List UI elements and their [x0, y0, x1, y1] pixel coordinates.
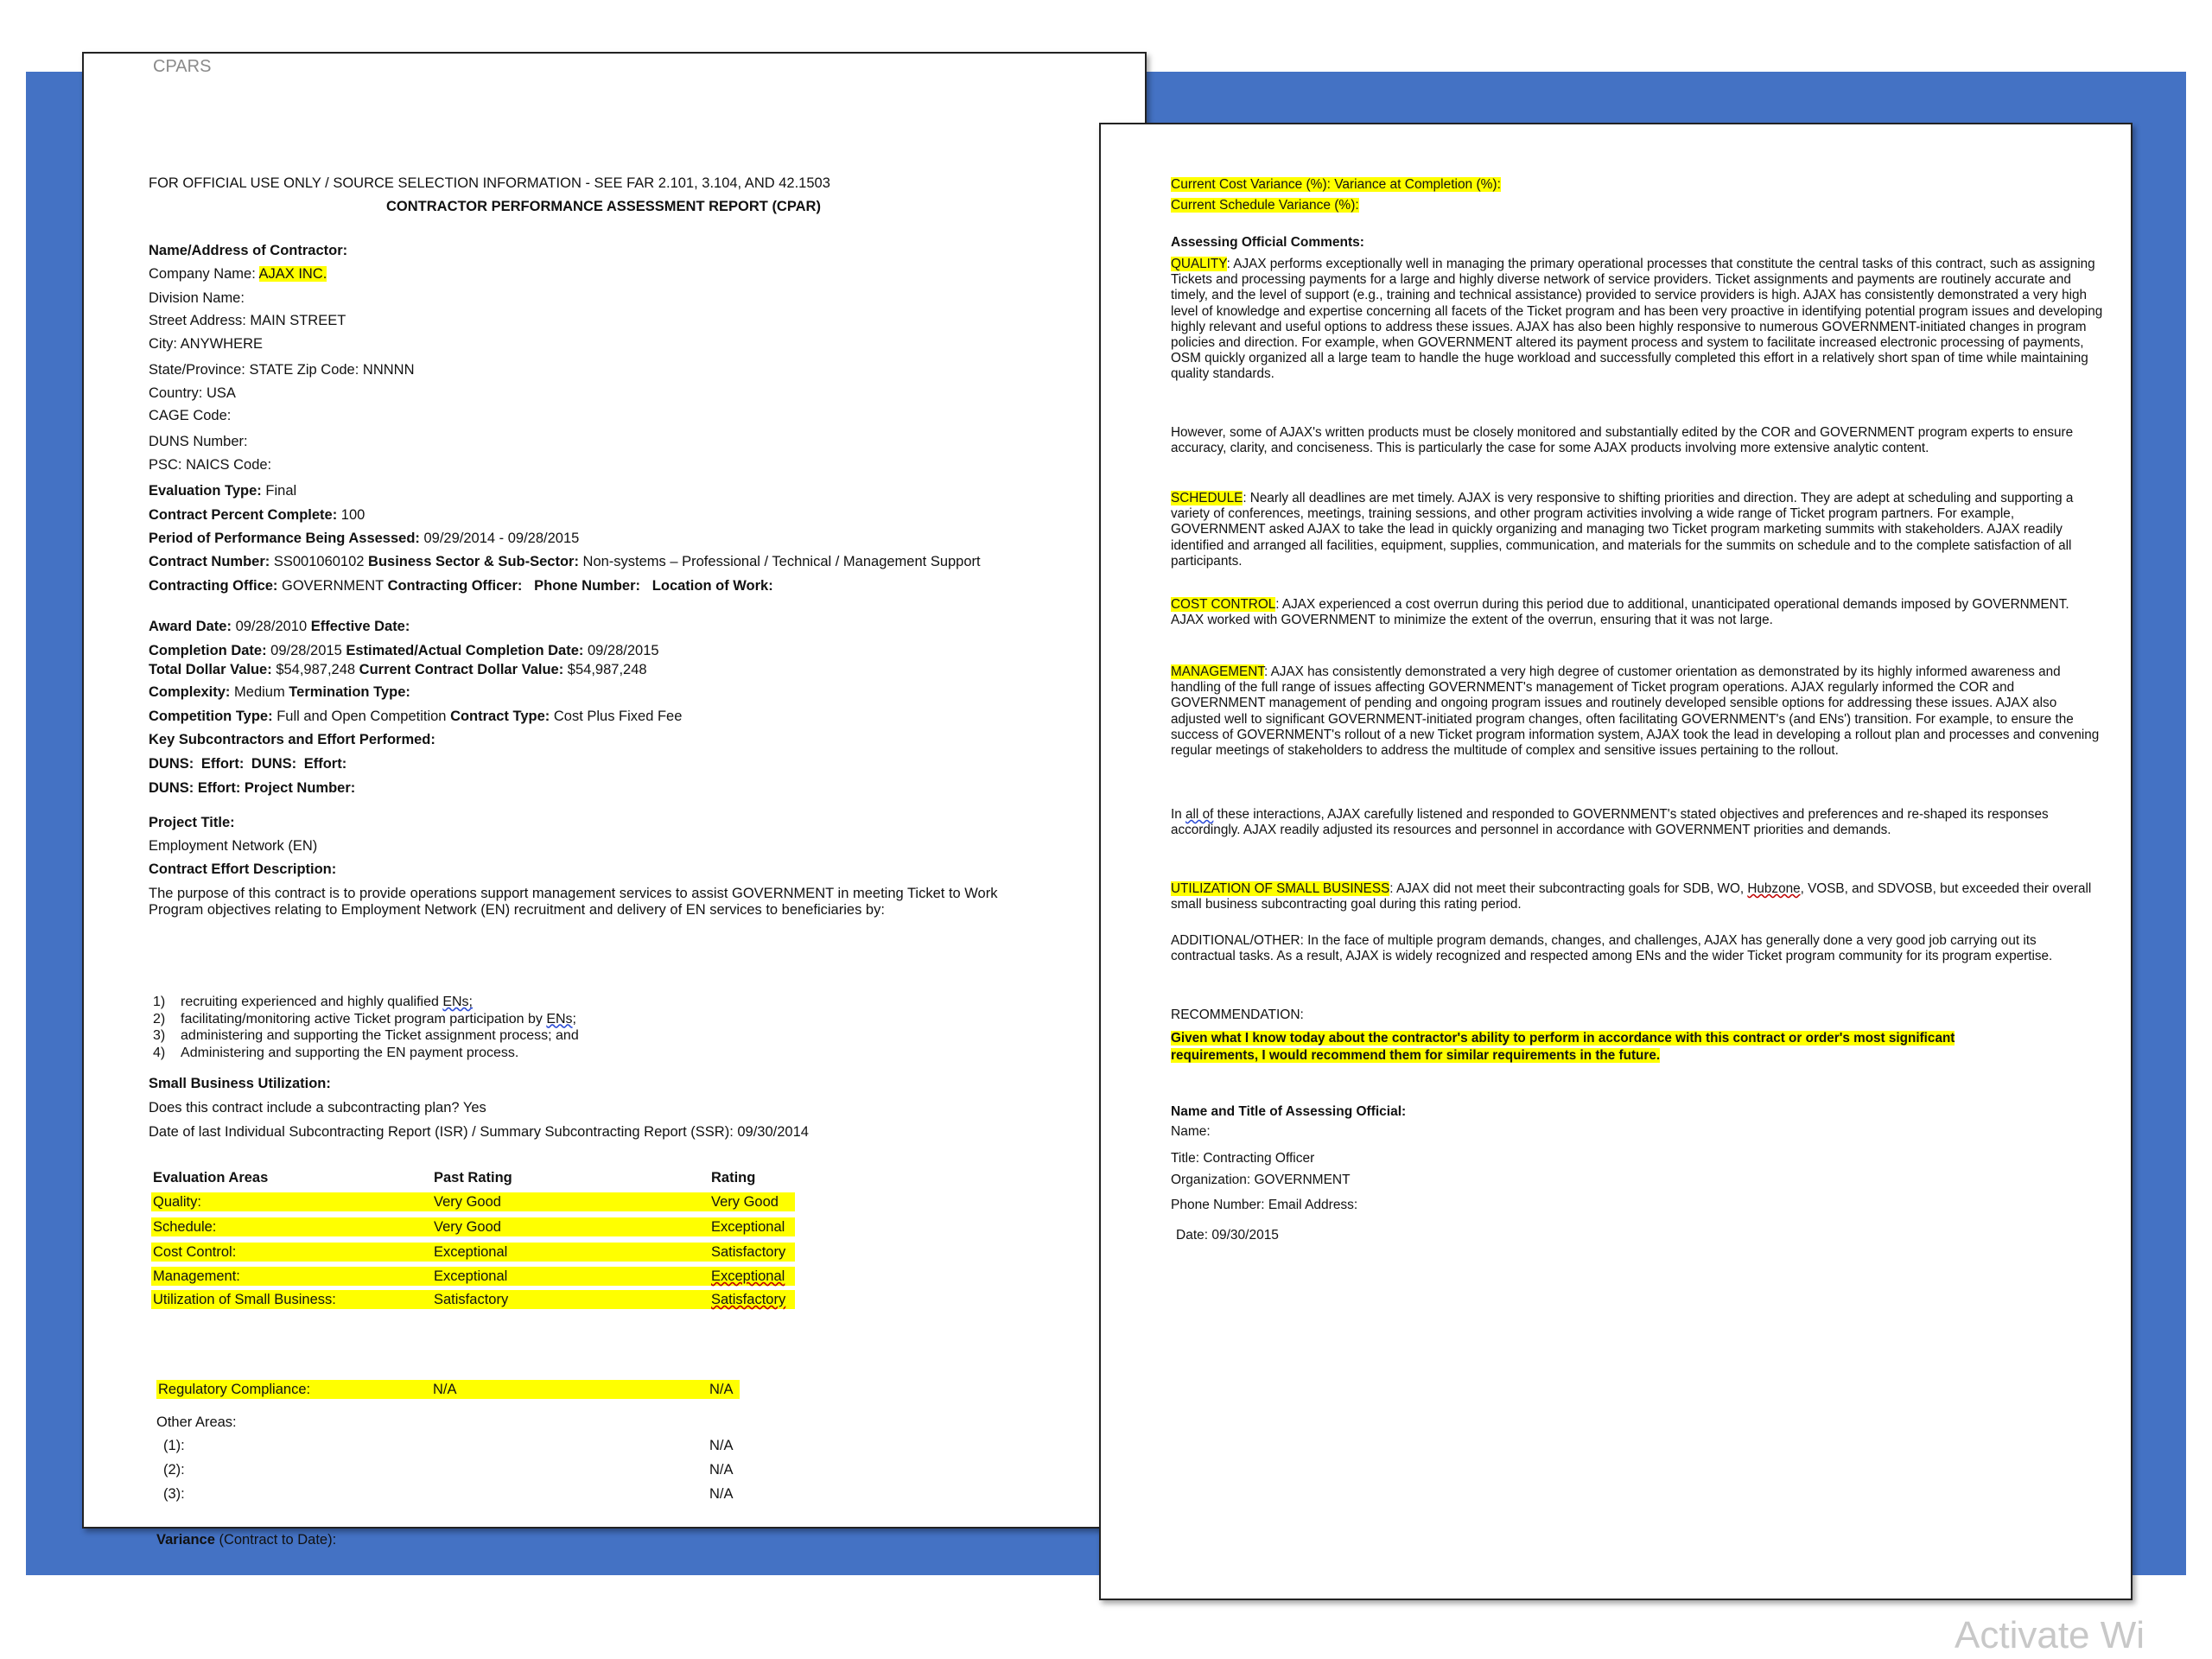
variance-line: Variance (Contract to Date):: [156, 1532, 337, 1548]
company-label: Company Name:: [149, 266, 256, 282]
other-area-2-value: N/A: [709, 1462, 734, 1478]
comments-heading: Assessing Official Comments:: [1171, 235, 1364, 250]
interactions-comment: In all of these interactions, AJAX carefully listened and responded to GOVERNMENT's stated objectives and preferences and re-shaped its responses accordingly. AJAX readily adjusted its resources and personnel in accordance with GOVERNMENT priorities and demands.: [1171, 807, 2049, 838]
duns-effort-line-1: DUNS: Effort: DUNS: Effort:: [149, 756, 347, 772]
list-item: 4) Administering and supporting the EN payment process.: [153, 1045, 519, 1060]
recommendation-label: RECOMMENDATION:: [1171, 1007, 1304, 1022]
evaluation-header-row: Evaluation Areas Past Rating Rating: [153, 1170, 756, 1185]
evaluation-row-schedule: Schedule: Very Good Exceptional: [151, 1217, 795, 1236]
duns-line: DUNS Number:: [149, 434, 248, 449]
effort-description-2: Program objectives relating to Employment Network (EN) recruitment and delivery of EN services to beneficiaries by:: [149, 902, 885, 918]
other-area-3-value: N/A: [709, 1486, 734, 1502]
effort-description-1: The purpose of this contract is to provide operations support management services to assist GOVERNMENT in meeting Ticket to Work: [149, 886, 998, 901]
country-line: Country: USA: [149, 385, 236, 401]
official-use-line: FOR OFFICIAL USE ONLY / SOURCE SELECTION INFORMATION - SEE FAR 2.101, 3.104, AND 42.1503: [149, 175, 830, 191]
schedule-comment: SCHEDULE: Nearly all deadlines are met timely. AJAX is very responsive to shifting priorities and direction. They are adept at scheduling and supporting a variety of conferences, meetings, training sessions, and other program activities involving a wide range of Ticket program partners. For example, GOVERNMENT asked AJAX to take the lead in quickly organizing and managing two Ticket program marketing summits with stakeholders. AJAX readily identified and arranged all facilities, equipment, supplies, communication, and materials for the summits on schedule and to the complete satisfaction of all participants.: [1171, 491, 2074, 569]
state-zip-line: State/Province: STATE Zip Code: NNNNN: [149, 362, 415, 378]
report-page-2: [1099, 123, 2133, 1600]
other-area-1-label: (1):: [163, 1438, 185, 1453]
regulatory-compliance-row: Regulatory Compliance: N/A N/A: [156, 1380, 740, 1399]
contractor-heading: Name/Address of Contractor:: [149, 243, 348, 258]
list-item: 2) facilitating/monitoring active Ticket program participation by ENs;: [153, 1011, 576, 1027]
activation-watermark: Activate Wi: [1955, 1614, 2145, 1656]
other-area-2-label: (2):: [163, 1462, 185, 1478]
report-title: CONTRACTOR PERFORMANCE ASSESSMENT REPORT (CPAR): [386, 199, 821, 214]
cost-variance-line: Current Cost Variance (%): Variance at Completion (%):: [1171, 177, 1501, 192]
official-title: Title: Contracting Officer: [1171, 1151, 1315, 1166]
effort-description-label: Contract Effort Description:: [149, 861, 337, 877]
cost-control-comment: COST CONTROL: AJAX experienced a cost overrun during this period due to additional, unanticipated operational demands imposed by GOVERNMENT. AJAX worked with GOVERNMENT to minimize the extent of the overrun, ensuring that it was not large.: [1171, 597, 2069, 628]
contract-number-line: Contract Number: SS001060102 Business Sector & Sub-Sector: Non-systems – Professional / Technical / Management Support: [149, 554, 981, 569]
street-line: Street Address: MAIN STREET: [149, 313, 346, 328]
recommendation-line-2: requirements, I would recommend them for similar requirements in the future.: [1171, 1048, 1661, 1063]
project-title-label: Project Title:: [149, 815, 235, 830]
duns-effort-line-2: DUNS: Effort: Project Number:: [149, 780, 356, 796]
additional-comment: ADDITIONAL/OTHER: In the face of multiple program demands, changes, and challenges, AJAX has generally done a very good job carrying out its contractual tasks. As a result, AJAX is widely recognized and respected among ENs and the wider Ticket program community for its program expertise.: [1171, 933, 2053, 964]
quality-comment: QUALITY: AJAX performs exceptionally well in managing the primary operational processes that constitute the central tasks of this contract, such as assigning Tickets and processing payments for a large and highly diverse network of service providers. Ticket assignments and payments are routinely accurate and timely, and the level of support (e.g., training and technical assistance) provided to service providers is high. AJAX has consistently demonstrated a very high level of knowledge and expertise concerning all facets of the Ticket program and has been very proactive in identifying potential program issues and developing highly relevant and useful options to address these issues. AJAX has also been highly responsive to numerous GOVERNMENT-initiated changes in program policies and direction. For example, when GOVERNMENT altered its payment process and system to facilitate increased electronic processing of payments, OSM quickly organized all a large team to handle the huge workload and successfully completed this effort in a relatively short span of time while maintaining quality standards.: [1171, 257, 2103, 382]
percent-complete-line: Contract Percent Complete: 100: [149, 507, 365, 523]
other-area-3-label: (3):: [163, 1486, 185, 1502]
contracting-office-line: Contracting Office: GOVERNMENT Contracting Officer: Phone Number: Location of Work:: [149, 578, 773, 594]
list-item: 3) administering and supporting the Ticket assignment process; and: [153, 1028, 579, 1043]
recommendation-line-1: Given what I know today about the contractor's ability to perform in accordance with this contract or order's most significant: [1171, 1031, 1955, 1046]
cage-line: CAGE Code:: [149, 408, 232, 423]
however-comment: However, some of AJAX's written products must be closely monitored and substantially edited by the COR and GOVERNMENT program experts to ensure accuracy, clarity, and conciseness. This is particularly the case for some AJAX products involving more extensive analytic content.: [1171, 425, 2074, 456]
subcontractors-heading: Key Subcontractors and Effort Performed:: [149, 732, 435, 747]
completion-date-line: Completion Date: 09/28/2015 Estimated/Actual Completion Date: 09/28/2015: [149, 643, 659, 658]
evaluation-type-line: Evaluation Type: Final: [149, 483, 297, 499]
subcontracting-report-date: Date of last Individual Subcontracting Report (ISR) / Summary Subcontracting Report (SSR): 09/30/2014: [149, 1124, 809, 1140]
city-line: City: ANYWHERE: [149, 336, 264, 352]
competition-line: Competition Type: Full and Open Competition Contract Type: Cost Plus Fixed Fee: [149, 709, 683, 724]
management-comment: MANAGEMENT: AJAX has consistently demonstrated a very high degree of customer orientation as demonstrated by its highly informed awareness and handling of the full range of issues affecting GOVERNMENT's management of Ticket program operations. AJAX regularly informed the COR and GOVERNMENT management of pending and ongoing program issues and routinely developed sensible options for addressing these issues. AJAX also adjusted well to significant GOVERNMENT-initiated program changes, often facilitating GOVERNMENT's (and ENs') transition. For example, to ensure the success of GOVERNMENT's rollout of a new Ticket program information system, AJAX took the lead in developing a rollout plan and processes and convening regular meetings of stakeholders to address the multitude of complex and sensitive issues pertaining to the rollout.: [1171, 664, 2100, 759]
evaluation-row-cost-control: Cost Control: Exceptional Satisfactory: [151, 1243, 795, 1262]
assessing-official-heading: Name and Title of Assessing Official:: [1171, 1104, 1407, 1119]
small-business-heading: Small Business Utilization:: [149, 1076, 331, 1091]
evaluation-row-management: Management: Exceptional Exceptional: [151, 1267, 795, 1286]
assessment-date: Date: 09/30/2015: [1176, 1228, 1279, 1243]
period-line: Period of Performance Being Assessed: 09/29/2014 - 09/28/2015: [149, 531, 580, 546]
official-name: Name:: [1171, 1124, 1211, 1139]
evaluation-row-small-business: Utilization of Small Business: Satisfactory Satisfactory: [151, 1290, 795, 1309]
effort-list: [153, 994, 579, 1061]
company-name-line: [149, 265, 327, 283]
division-line: Division Name:: [149, 290, 245, 306]
report-page-1: [82, 52, 1147, 1548]
subcontracting-plan-line: Does this contract include a subcontracting plan? Yes: [149, 1100, 486, 1116]
project-title-value: Employment Network (EN): [149, 838, 318, 854]
award-date-line: Award Date: 09/28/2010 Effective Date:: [149, 619, 410, 634]
small-business-comment: UTILIZATION OF SMALL BUSINESS: AJAX did not meet their subcontracting goals for SDB, WO, Hubzone, VOSB, and SDVOSB, but exceeded their overall small business subcontracting goal during this rating period.: [1171, 881, 2092, 912]
complexity-line: Complexity: Medium Termination Type:: [149, 684, 410, 700]
official-phone-email: Phone Number: Email Address:: [1171, 1198, 1358, 1212]
other-areas-label: Other Areas:: [156, 1414, 237, 1430]
schedule-variance-line: Current Schedule Variance (%):: [1171, 198, 1359, 213]
dollar-value-line: Total Dollar Value: $54,987,248 Current Contract Dollar Value: $54,987,248: [149, 662, 647, 677]
cpars-header: CPARS: [153, 57, 212, 76]
other-area-1-value: N/A: [709, 1438, 734, 1453]
evaluation-row-quality: Quality: Very Good Very Good: [151, 1192, 795, 1211]
company-value: AJAX INC.: [258, 266, 327, 282]
list-item: 1) recruiting experienced and highly qualified ENs;: [153, 995, 473, 1009]
official-organization: Organization: GOVERNMENT: [1171, 1173, 1351, 1187]
psc-line: PSC: NAICS Code:: [149, 457, 272, 473]
